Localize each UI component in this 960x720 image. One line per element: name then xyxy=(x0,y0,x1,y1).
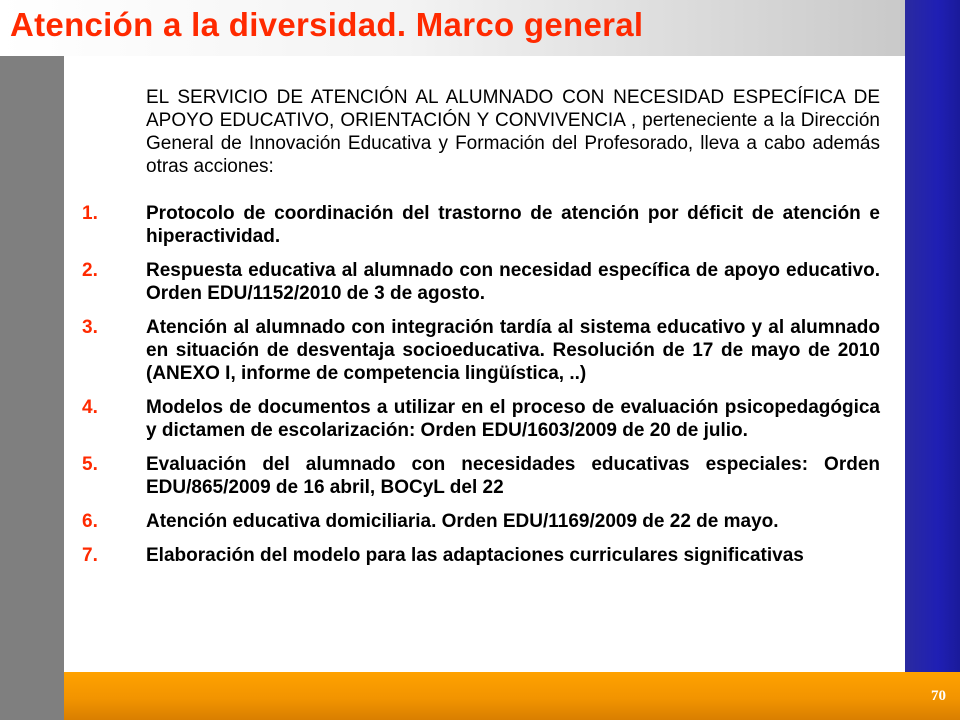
list-item-text: Atención educativa domiciliaria. Orden EDU/1169/2009 de 22 de mayo. xyxy=(146,511,779,532)
list-item xyxy=(80,202,880,248)
page-number: 70 xyxy=(931,688,946,704)
list-item-number: 7. xyxy=(82,545,98,566)
list-item xyxy=(80,453,880,499)
list-item-number: 1. xyxy=(82,203,98,224)
list-item-number: 5. xyxy=(82,454,98,475)
list-item xyxy=(80,396,880,442)
slide-content xyxy=(80,86,880,578)
intro-paragraph: EL SERVICIO DE ATENCIÓN AL ALUMNADO CON NECESIDAD ESPECÍFICA DE APOYO EDUCATIVO, ORIENTACIÓN Y CONVIVENCIA , perteneciente a la Dirección General de Innovación Educativa y Formación del Profesorado, lleva a cabo además otras acciones: xyxy=(146,87,880,177)
actions-list xyxy=(80,202,880,567)
list-item-number: 3. xyxy=(82,317,98,338)
list-item-text: Elaboración del modelo para las adaptaciones curriculares significativas xyxy=(146,545,804,566)
left-decorative-bar xyxy=(0,56,64,720)
slide-title: Atención a la diversidad. Marco general xyxy=(10,6,644,43)
list-item-number: 6. xyxy=(82,511,98,532)
right-decorative-bar xyxy=(905,0,960,672)
list-item xyxy=(80,544,880,567)
list-item-text: Protocolo de coordinación del trastorno de atención por déficit de atención e hiperactividad. xyxy=(146,203,880,247)
list-item xyxy=(80,510,880,533)
list-item-text: Respuesta educativa al alumnado con necesidad específica de apoyo educativo. Orden EDU/1152/2010 de 3 de agosto. xyxy=(146,260,880,304)
bottom-decorative-bar xyxy=(64,672,960,720)
title-bar xyxy=(0,0,905,56)
list-item-text: Evaluación del alumnado con necesidades educativas especiales: Orden EDU/865/2009 de 16 abril, BOCyL del 22 xyxy=(146,454,880,498)
list-item-text: Atención al alumnado con integración tardía al sistema educativo y al alumnado en situación de desventaja socioeducativa. Resolución de 17 de mayo de 2010 (ANEXO I, informe de competencia lingüística, ..) xyxy=(146,317,880,384)
list-item xyxy=(80,316,880,385)
list-item-number: 2. xyxy=(82,260,98,281)
list-item-number: 4. xyxy=(82,397,98,418)
list-item-text: Modelos de documentos a utilizar en el proceso de evaluación psicopedagógica y dictamen de escolarización: Orden EDU/1603/2009 de 20 de julio. xyxy=(146,397,880,441)
list-item xyxy=(80,259,880,305)
